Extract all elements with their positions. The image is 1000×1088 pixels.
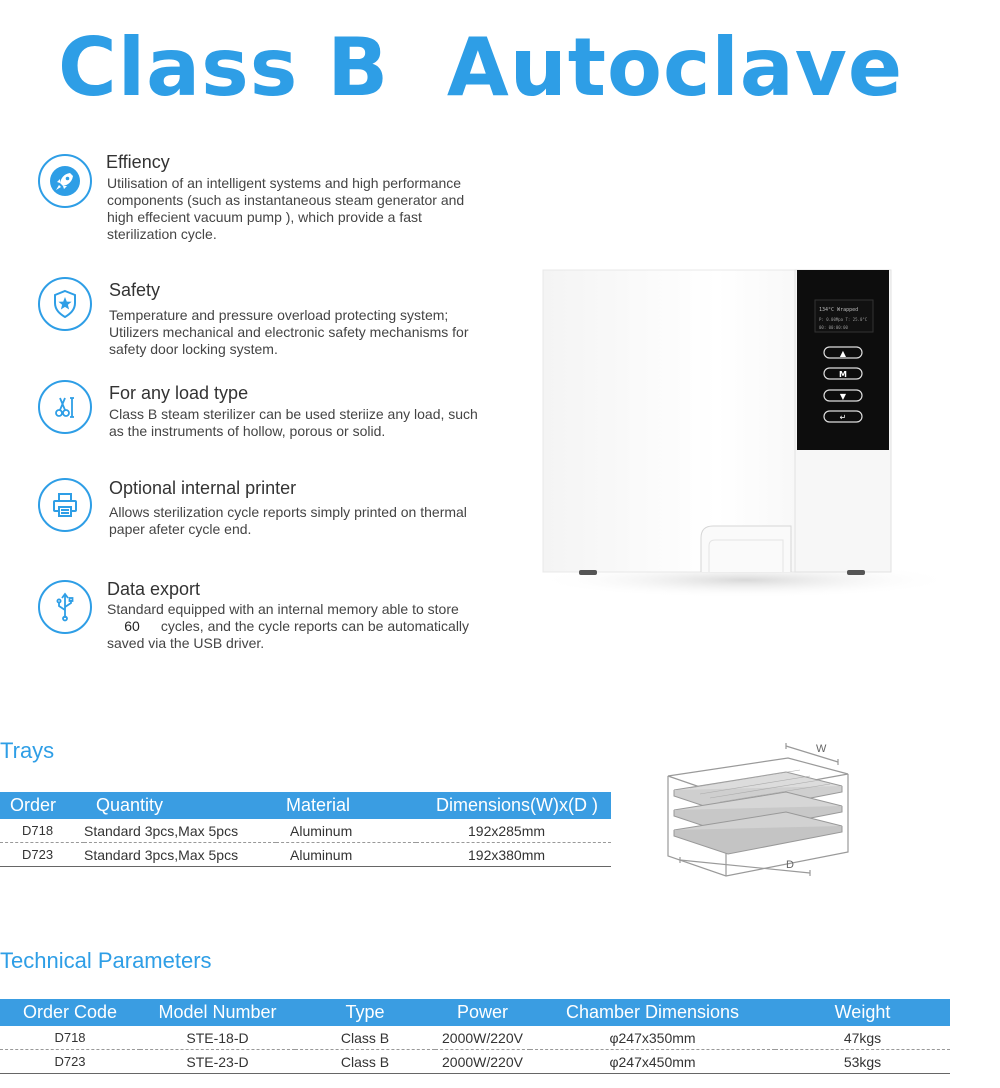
- svg-text:▲: ▲: [839, 349, 847, 358]
- table-header-row: [0, 999, 950, 1026]
- table-cell: Standard 3pcs,Max 5pcs: [84, 843, 276, 867]
- page-title: Class B Autoclave: [58, 21, 904, 114]
- feature-title: Effiency: [106, 152, 170, 172]
- tech-params-table: [0, 999, 950, 1074]
- feature-description: Utilisation of an intelligent systems and high performance components (such as instantaneous steam generator and high effecient vacuum pump ), which provide a fast sterilization cycle.: [107, 175, 465, 242]
- table-cell: STE-18-D: [140, 1026, 295, 1050]
- feature-title: Optional internal printer: [109, 478, 297, 498]
- feature-description-start: Standard equipped with an internal memory able to store: [107, 601, 459, 617]
- shield-star-icon: [38, 277, 92, 331]
- column-header: Weight: [775, 999, 950, 1026]
- table-cell: φ247x450mm: [530, 1050, 775, 1074]
- trays-heading: Trays: [0, 738, 55, 763]
- table-cell: STE-23-D: [140, 1050, 295, 1074]
- feature-description: Allows sterilization cycle reports simply printed on thermal paper afeter cycle end.: [109, 504, 467, 537]
- column-header: Order: [0, 792, 84, 819]
- table-cell: 2000W/220V: [435, 1026, 530, 1050]
- table-cell: Aluminum: [276, 843, 416, 867]
- usb-icon: [38, 580, 92, 634]
- svg-text:↵: ↵: [839, 413, 847, 422]
- column-header: Power: [435, 999, 530, 1026]
- table-row: [0, 1026, 950, 1050]
- table-cell: Standard 3pcs,Max 5pcs: [84, 819, 276, 843]
- table-cell: D723: [0, 843, 84, 867]
- table-cell: Class B: [295, 1026, 435, 1050]
- feature-safety: [38, 276, 508, 361]
- column-header: Type: [295, 999, 435, 1026]
- column-header: Quantity: [84, 792, 276, 819]
- table-cell: 2000W/220V: [435, 1050, 530, 1074]
- memory-cycles-value: 60: [124, 618, 140, 634]
- display-line-1: 134°C Wrapped: [819, 307, 859, 313]
- tray-rack-illustration: [660, 738, 860, 878]
- table-cell: 192x285mm: [416, 819, 611, 843]
- table-header-row: [0, 792, 611, 819]
- column-header: Dimensions(W)x(D ): [416, 792, 611, 819]
- width-label: W: [816, 743, 827, 755]
- table-cell: φ247x350mm: [530, 1026, 775, 1050]
- table-cell: 47kgs: [775, 1026, 950, 1050]
- table-cell: D718: [0, 1026, 140, 1050]
- rocket-icon: [38, 154, 92, 208]
- device-foot-right: [847, 570, 865, 575]
- table-cell: Class B: [295, 1050, 435, 1074]
- instruments-icon: [38, 380, 92, 434]
- feature-load-type: [38, 378, 508, 448]
- control-panel: [797, 270, 889, 450]
- feature-title: For any load type: [109, 383, 249, 403]
- printer-icon: [38, 478, 92, 532]
- feature-data-export: [38, 578, 508, 658]
- display-line-3: 00: 00:00:00: [819, 325, 848, 330]
- column-header: Model Number: [140, 999, 295, 1026]
- table-cell: D718: [0, 819, 84, 843]
- feature-title: Safety: [109, 280, 161, 300]
- column-header: Order Code: [0, 999, 140, 1026]
- device-foot-left: [579, 570, 597, 575]
- feature-printer: [38, 476, 508, 546]
- svg-text:M: M: [839, 370, 847, 379]
- depth-label: D: [786, 859, 794, 871]
- table-cell: 53kgs: [775, 1050, 950, 1074]
- table-row: [0, 843, 611, 867]
- display-line-2: P: 0.00Mpa T: 25.0°C: [819, 317, 868, 322]
- autoclave-device-illustration: [535, 258, 955, 608]
- column-header: Chamber Dimensions: [530, 999, 775, 1026]
- table-cell: Aluminum: [276, 819, 416, 843]
- trays-table: [0, 792, 611, 867]
- door-handle[interactable]: [701, 526, 791, 572]
- column-header: Material: [276, 792, 416, 819]
- feature-description: Temperature and pressure overload protecting system; Utilizers mechanical and electronic safety mechanisms for safety door locking system.: [109, 307, 469, 357]
- table-row: [0, 819, 611, 843]
- feature-description: Class B steam sterilizer can be used steriize any load, such as the instruments of hollow, porous or solid.: [109, 406, 478, 439]
- feature-title: Data export: [107, 579, 201, 599]
- table-cell: D723: [0, 1050, 140, 1074]
- tech-params-heading: Technical Parameters: [0, 948, 212, 973]
- svg-text:▼: ▼: [839, 392, 847, 401]
- feature-description-end: cycles, and the cycle reports can be automatically saved via the USB driver.: [107, 618, 470, 651]
- feature-efficiency: [38, 152, 508, 247]
- feature-description: [107, 601, 487, 652]
- table-row: [0, 1050, 950, 1074]
- table-cell: 192x380mm: [416, 843, 611, 867]
